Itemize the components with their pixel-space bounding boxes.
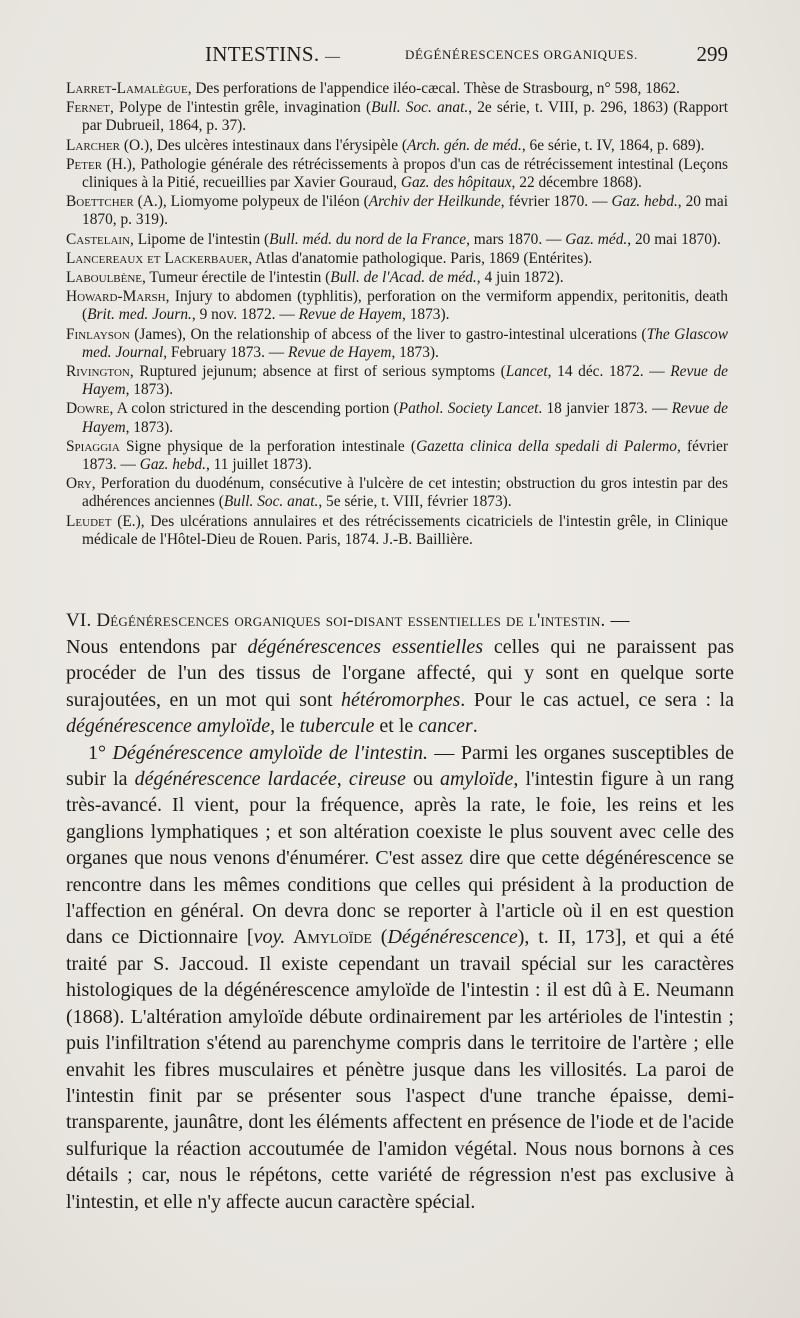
reference-entry	[66, 513, 728, 549]
reference-text: , mars 1870. —	[466, 230, 566, 248]
reference-journal: Lancet	[505, 363, 548, 381]
emphasis: dégénérescence lardacée	[134, 768, 337, 791]
reference-text: Tumeur érectile de l'intestin (	[145, 269, 331, 287]
reference-journal: Revue de Hayem	[82, 363, 729, 399]
header-title	[205, 42, 340, 67]
section-heading	[66, 608, 736, 634]
emphasis: tubercule	[299, 715, 375, 738]
reference-text: Signe physique de la perforation intestinale (	[119, 437, 417, 455]
reference-text: Ruptured jejunum; absence at first of serious symptoms (	[133, 363, 506, 381]
section-title-text: Dégénérescences organiques soi-disant essentielles de l'intestin.	[96, 610, 606, 631]
emphasis: cireuse	[348, 768, 406, 791]
reference-text: , 1873).	[391, 343, 439, 361]
reference-journal: Bull. Soc. anat.	[223, 493, 319, 511]
reference-entry	[66, 288, 728, 324]
reference-journal: Gaz. hebd.	[611, 193, 678, 211]
text-run: , le	[270, 715, 300, 738]
reference-entry	[66, 193, 728, 229]
reference-author: Castelain,	[66, 230, 134, 248]
reference-author: Dowre,	[66, 400, 114, 418]
reference-author: Rivington,	[66, 363, 134, 381]
running-header	[60, 42, 728, 72]
reference-journal: Archiv der Heilkunde	[368, 193, 501, 211]
reference-text: (H.), Pathologie générale des rétrécissements à propos d'un cas de rétrécissement intestinal (Leçons cliniques à la Pitié, recueillies par Xavier Gouraud,	[82, 155, 728, 192]
reference-entry	[66, 99, 728, 135]
reference-author: Fernet,	[66, 99, 114, 117]
reference-journal: Gaz. méd.	[565, 230, 628, 248]
section-numeral: VI.	[66, 610, 92, 631]
reference-text: Injury to abdomen (typhlitis), perforation on the vermiform appendix, peritonitis, death (	[82, 288, 728, 324]
reference-text: (James), On the relationship of abcess of the liver to gastro-intestinal ulcerations (	[129, 325, 647, 343]
subsection-heading: Dégénérescence amyloïde de l'intestin.	[112, 741, 428, 764]
reference-entry	[66, 80, 728, 98]
emphasis: Dégénérescence	[387, 926, 518, 949]
reference-text: , 20 mai 1870, p. 319).	[82, 193, 728, 229]
reference-entry	[66, 156, 728, 192]
reference-text: , 6e série, t. IV, 1864, p. 689).	[521, 136, 705, 154]
reference-journal: Arch. gén. de méd.	[407, 136, 522, 154]
paragraph	[66, 634, 734, 740]
reference-author: Peter	[66, 155, 103, 173]
reference-entry	[66, 231, 728, 249]
reference-author: Howard-Marsh,	[66, 288, 170, 306]
paragraph	[66, 740, 734, 1215]
reference-author: Larcher	[66, 136, 121, 154]
text-run: celles qui ne paraissent pas procéder de l'un des tissus de l'organe affecté, qui y sont en quelque sorte surajoutées, en un mot qui sont	[66, 636, 734, 711]
reference-journal: Pathol. Society Lancet	[398, 400, 539, 418]
text-run: et le	[374, 715, 419, 738]
reference-text: , 1873).	[402, 306, 450, 324]
reference-text: , 4 juin 1872).	[476, 269, 564, 287]
reference-journal: Brit. med. Journ.	[87, 306, 192, 324]
emphasis: amyloïde	[440, 768, 514, 791]
header-subtitle: DÉGÉNÉRESCENCES ORGANIQUES.	[405, 47, 638, 62]
reference-journal: Bull. de l'Acad. de méd.	[330, 269, 477, 287]
reference-text: , February 1873. —	[163, 343, 289, 361]
reference-journal: Gazetta clinica della spedali di Palermo	[416, 437, 677, 455]
reference-text: Des perforations de l'appendice iléo-cæcal. Thèse de Strasbourg, n° 598, 1862.	[191, 80, 680, 97]
reference-author: Larret-Lamalègue,	[66, 80, 192, 97]
reference-journal: The Glascow med. Journal	[82, 325, 728, 361]
reference-text: (E.), Des ulcérations annulaires et des rétrécissements cicatriciels de l'intestin grêle, in Clinique médicale de l'Hôtel-Dieu de Rouen. Paris, 1874. J.-B. Baillière.	[82, 512, 728, 548]
emphasis: dégénérescences essentielles	[247, 636, 484, 658]
text-run: . Pour le cas actuel, ce sera : la	[460, 688, 734, 711]
reference-text: , 22 décembre 1868).	[511, 174, 642, 192]
text-run: .	[472, 715, 478, 738]
reference-text: , 1873).	[125, 381, 174, 399]
text-run: ,	[336, 768, 349, 791]
reference-author: Ory,	[66, 475, 96, 493]
reference-author: Lancereaux et Lackerbauer,	[66, 249, 253, 267]
reference-journal: Revue de Hayem	[298, 306, 403, 324]
reference-entry	[66, 137, 728, 155]
subsection-number: 1°	[88, 741, 106, 764]
reference-entry	[66, 250, 728, 268]
reference-author: Laboulbène,	[66, 269, 146, 287]
reference-entry	[66, 269, 728, 287]
reference-text: (O.), Des ulcères intestinaux dans l'érysipèle (	[120, 136, 408, 154]
reference-entry	[66, 326, 728, 362]
reference-entry	[66, 363, 728, 399]
reference-entry	[66, 475, 728, 511]
emphasis: voy.	[253, 926, 286, 949]
emphasis: cancer	[418, 715, 473, 738]
text-run: ou	[405, 768, 441, 791]
reference-author: Boettcher	[66, 193, 134, 211]
reference-text: Atlas d'anatomie pathologique. Paris, 1869 (Entérites).	[252, 249, 593, 267]
text-run: — Parmi les organes susceptibles de subir la	[66, 741, 735, 791]
reference-text: Perforation du duodénum, consécutive à l'ulcère de cet intestin; obstruction du gros intestin par des adhérences anciennes (	[82, 475, 728, 511]
text-run: (	[371, 926, 388, 949]
section-dash: —	[610, 610, 630, 631]
cross-reference: Amyloïde	[285, 926, 372, 949]
reference-author: Finlayson	[66, 325, 130, 343]
bibliography	[66, 80, 728, 550]
reference-entry	[66, 400, 728, 436]
reference-text: (A.), Liomyome polypeux de l'iléon (	[133, 193, 369, 211]
reference-journal: Revue de Hayem	[288, 343, 392, 361]
reference-journal: Gaz. hebd.	[139, 456, 206, 474]
page-number: 299	[696, 42, 728, 66]
body-text	[66, 634, 734, 1215]
text-run: Nous entendons par	[66, 636, 248, 658]
reference-author: Leudet	[66, 512, 112, 530]
reference-text: , 1873).	[125, 418, 174, 436]
reference-text: A colon strictured in the descending portion (	[113, 400, 399, 418]
text-run: , l'intestin figure à un rang très-avancé. Il vient, pour la fréquence, après la rate, le foie, les reins et les ganglions lymphatiques ; et son altération coexiste le plus souvent avec celle des organes que nous venons d'énumérer. C'est assez dire que cette dégénérescence se rencontre dans les mêmes conditions que celles qui président à la production de l'affection en général. On devra donc se reporter à l'article où il en est question dans ce Dictionnaire [	[66, 768, 735, 949]
reference-journal: Bull. méd. du nord de la France	[269, 230, 467, 248]
header-title-text: INTESTINS.	[205, 42, 320, 66]
reference-text: . 18 janvier 1873. —	[538, 400, 672, 418]
emphasis: hétéromorphes	[341, 688, 461, 711]
reference-text: Polype de l'intestin grêle, invagination (	[113, 99, 372, 117]
reference-text: , février 1870. —	[500, 193, 612, 211]
reference-journal: Bull. Soc. anat.	[371, 99, 469, 117]
reference-journal: Gaz. des hôpitaux	[400, 174, 512, 192]
reference-text: , 20 mai 1870).	[627, 230, 721, 248]
reference-author: Spiaggia	[66, 437, 120, 455]
reference-text: , février 1873. —	[82, 437, 728, 474]
reference-text: Lipome de l'intestin (	[133, 230, 270, 248]
reference-text: , 9 nov. 1872. —	[191, 306, 299, 324]
emphasis: dégénérescence amyloïde	[66, 715, 271, 738]
reference-text: , 2e série, t. VIII, p. 296, 1863) (Rapport par Dubrueil, 1864, p. 37).	[82, 99, 728, 135]
reference-text: , 11 juillet 1873).	[205, 456, 312, 474]
text-run: ), t. II, 173], et qui a été traité par S. Jaccoud. Il existe cependant un travail spécial sur les caractères histologiques de la dégénérescence amyloïde de l'intestin : il est dû à E. Neumann (1868). L'altération amyloïde débute ordinairement par les artérioles de l'intestin ; puis l'infiltration s'étend au parenchyme compris dans le territoire de l'artère ; elle envahit les fibres musculaires et pénètre jusque dans les villosités. La paroi de l'intestin finit par se présenter sous l'aspect d'une tranche épaisse, demi-transparente, jaunâtre, dont les éléments affectent en présence de l'iode et de l'acide sulfurique la réaction accoutumée de l'amidon végétal. Nous nous bornons à ces détails ; car, nous le répétons, cette variété de régression n'est pas exclusive à l'intestin, et elle n'y affecte aucun caractère spécial.	[66, 926, 734, 1213]
header-dash: —	[324, 49, 341, 65]
reference-text: , 5e série, t. VIII, février 1873).	[318, 493, 512, 511]
reference-entry	[66, 438, 728, 474]
reference-text: , 14 déc. 1872. —	[547, 363, 671, 381]
reference-journal: Revue de Hayem	[82, 400, 728, 436]
